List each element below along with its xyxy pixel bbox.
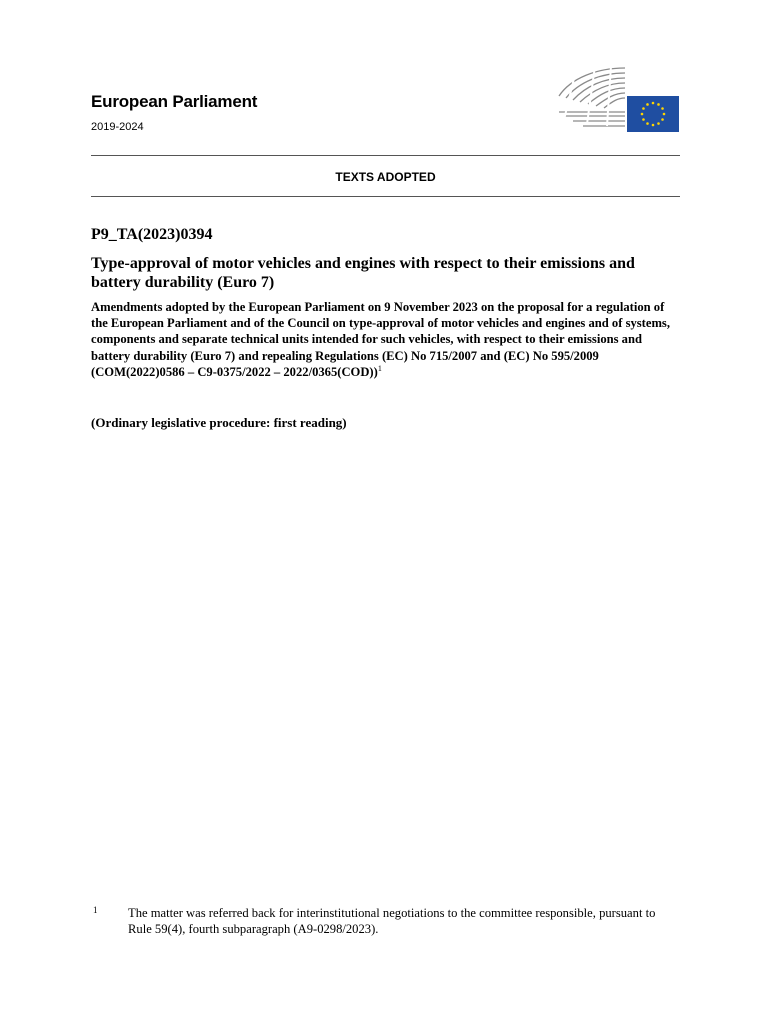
top-divider [91,155,680,156]
eu-flag [627,96,679,132]
footnote-text: The matter was referred back for interinstitutional negotiations to the committee responsible, pursuant to Rule 59(4), fourth subparagraph (A9-0298/2023). [128,906,656,936]
document-type: TEXTS ADOPTED [335,170,436,184]
flag-star-icon [642,118,645,121]
flag-star-icon [657,122,660,125]
flag-star-icon [661,118,664,121]
flag-star-icon [657,103,660,106]
document-reference: P9_TA(2023)0394 [91,226,213,243]
flag-star-icon [642,107,645,110]
institution-name: European Parliament [91,92,258,111]
flag-star-icon [663,113,666,116]
bottom-divider [91,196,680,197]
flag-star-icon [646,122,649,125]
european-parliament-logo-icon [557,66,679,134]
summary-text: Amendments adopted by the European Parliament on 9 November 2023 on the proposal for a regulation of the European Parliament and of the Council on type-approval of motor vehicles and engines and of systems, components and separate technical units intended for such vehicles, with respect to their emissions and battery durability (Euro 7) and repealing Regulations (EC) No 715/2007 and (EC) No 595/2009 (COM(2022)0586 – C9-0375/2022 – 2022/0365(COD)) [91,300,670,379]
parliamentary-term: 2019-2024 [91,121,144,133]
flag-star-icon [661,107,664,110]
footnote-number: 1 [93,905,98,915]
header [91,92,257,133]
flag-star-icon [652,102,655,105]
flag-star-icon [652,124,655,127]
procedure-note: (Ordinary legislative procedure: first reading) [91,415,347,430]
flag-star-icon [641,113,644,116]
footnote-reference[interactable]: 1 [377,363,382,373]
flag-star-icon [646,103,649,106]
document-summary [91,299,683,380]
document-title: Type-approval of motor vehicles and engines with respect to their emissions and battery durability (Euro 7) [91,255,635,291]
